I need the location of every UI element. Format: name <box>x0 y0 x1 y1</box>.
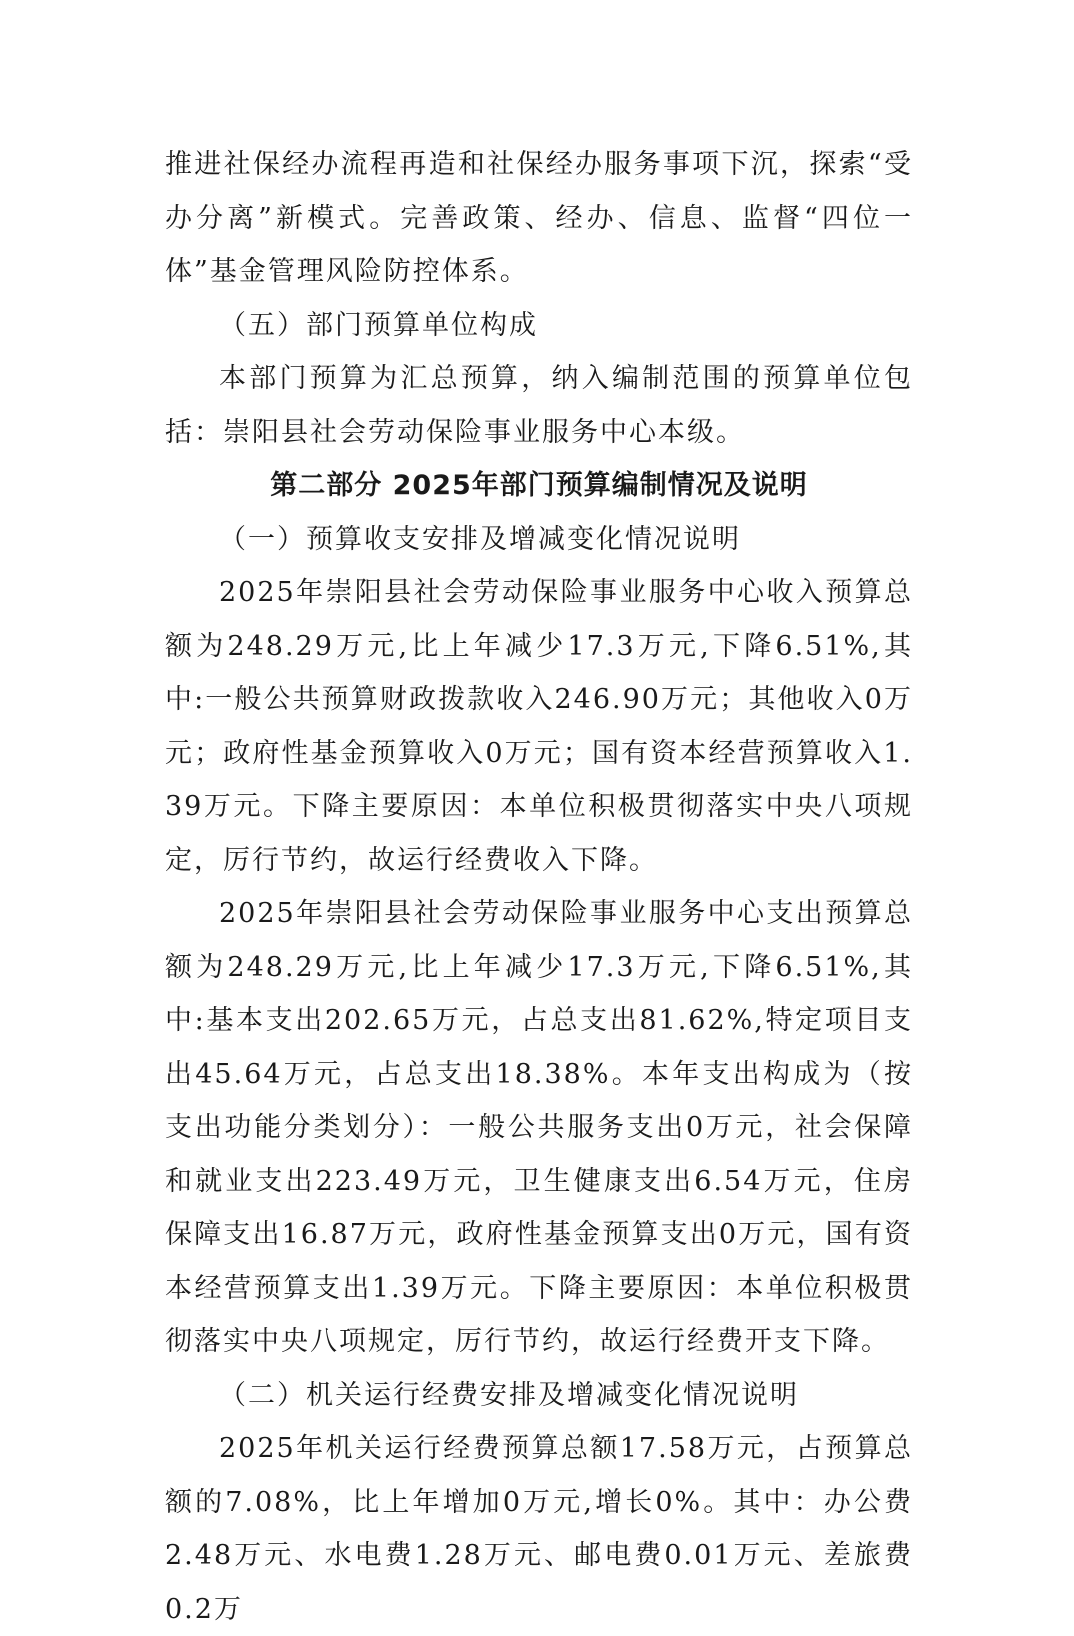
heading-operating-expenses: （二）机关运行经费安排及增减变化情况说明 <box>219 1379 799 1411</box>
paragraph-budget-unit-scope: 本部门预算为汇总预算，纳入编制范围的预算单位包括：崇阳县社会劳动保险事业服务中心本级。 <box>165 363 913 448</box>
paragraph-revenue-budget: 2025年崇阳县社会劳动保险事业服务中心收入预算总额为248.29万元,比上年减少17.3万元,下降6.51%,其中:一般公共预算财政拨款收入246.90万元；其他收入0万元；政府性基金预算收入0万元；国有资本经营预算收入1.39万元。下降主要原因：本单位积极贯彻落实中央八项规定，厉行节约，故运行经费收入下降。 <box>165 577 913 876</box>
document-body <box>165 138 913 1636</box>
paragraph-operating-expenses: 2025年机关运行经费预算总额17.58万元，占预算总额的7.08%，比上年增加0万元,增长0%。其中：办公费2.48万元、水电费1.28万元、邮电费0.01万元、差旅费0.2万 <box>165 1433 913 1625</box>
heading-budget-unit-composition: （五）部门预算单位构成 <box>219 309 538 341</box>
paragraph-expenditure-budget: 2025年崇阳县社会劳动保险事业服务中心支出预算总额为248.29万元,比上年减少17.3万元,下降6.51%,其中:基本支出202.65万元，占总支出81.62%,特定项目支出45.64万元，占总支出18.38%。本年支出构成为（按支出功能分类划分）：一般公共服务支出0万元，社会保障和就业支出223.49万元，卫生健康支出6.54万元，住房保障支出16.87万元，政府性基金预算支出0万元，国有资本经营预算支出1.39万元。下降主要原因：本单位积极贯彻落实中央八项规定，厉行节约，故运行经费开支下降。 <box>165 898 913 1357</box>
part-2-title: 第二部分 2025年部门预算编制情况及说明 <box>270 470 808 501</box>
paragraph-community-service-reform: 推进社保经办流程再造和社保经办服务事项下沉，探索“受办分离”新模式。完善政策、经办、信息、监督“四位一体”基金管理风险防控体系。 <box>165 149 913 287</box>
heading-revenue-expenditure: （一）预算收支安排及增减变化情况说明 <box>219 523 741 555</box>
